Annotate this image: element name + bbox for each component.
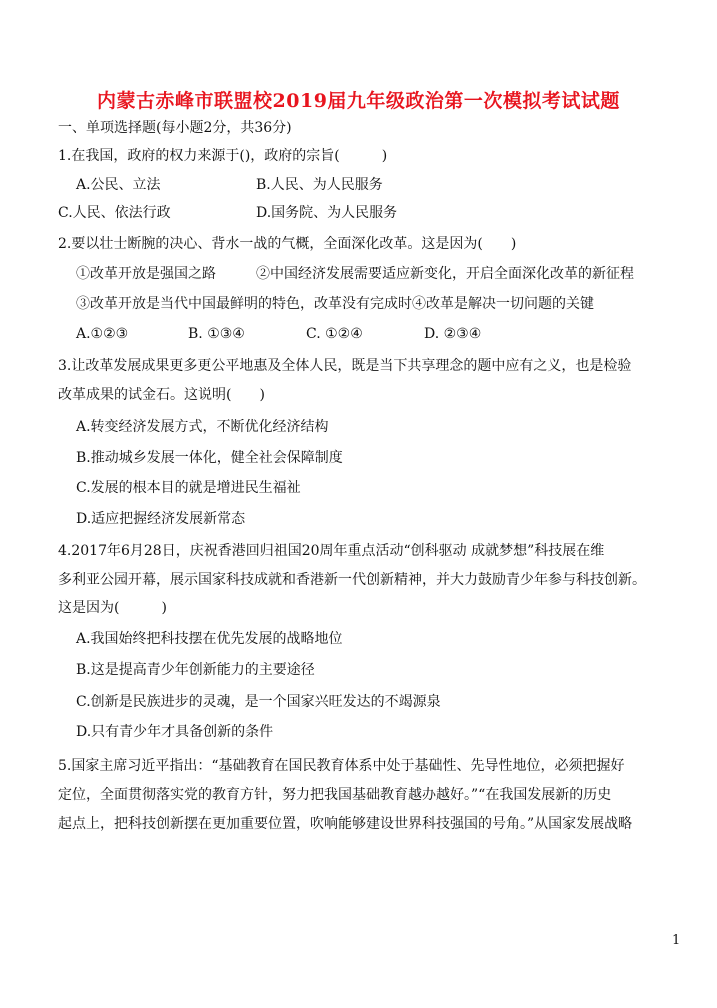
q2-statement-2: ②中国经济发展需要适应新变化，开启全面深化改革的新征程: [256, 266, 634, 282]
q2-statement-1: ①改革开放是强国之路: [76, 266, 216, 282]
q3-stem-line-1: 3.让改革发展成果更多更公平地惠及全体人民，既是当下共享理念的题中应有之义，也是检验: [58, 358, 632, 374]
q5-stem-line-2: 定位，全面贯彻落实党的教育方针，努力把我国基础教育越办越好。”“在我国发展新的历史: [58, 787, 612, 803]
q1-option-d: D.国务院、为人民服务: [256, 205, 398, 221]
q1-option-c: C.人民、依法行政: [58, 205, 171, 221]
q1-stem: 1.在我国，政府的权力来源于()，政府的宗旨( ): [58, 148, 388, 164]
q2-option-d: D. ②③④: [424, 326, 482, 342]
q2-option-a: A.①②③: [76, 326, 129, 342]
q3-option-b: B.推动城乡发展一体化，健全社会保障制度: [76, 450, 343, 466]
q2-option-c: C. ①②④: [306, 326, 363, 342]
q4-stem-line-1: 4.2017年6月28日，庆祝香港回归祖国20周年重点活动“创科驱动 成就梦想”科技展在维: [58, 543, 605, 559]
q4-stem-line-3: 这是因为( ): [58, 600, 167, 616]
q3-stem-line-2: 改革成果的试金石。这说明( ): [58, 387, 265, 403]
q4-option-c: C.创新是民族进步的灵魂，是一个国家兴旺发达的不竭源泉: [76, 694, 441, 710]
q4-option-a: A.我国始终把科技摆在优先发展的战略地位: [76, 631, 343, 647]
q4-stem-line-2: 多利亚公园开幕，展示国家科技成就和香港新一代创新精神，并大力鼓励青少年参与科技创新。: [58, 572, 646, 588]
q5-stem-line-1: 5.国家主席习近平指出：“基础教育在国民教育体系中处于基础性、先导性地位，必须把握好: [58, 758, 625, 774]
q4-option-d: D.只有青少年才具备创新的条件: [76, 724, 274, 740]
q1-option-a: A.公民、立法: [76, 177, 161, 193]
q3-option-c: C.发展的根本目的就是增进民生福祉: [76, 480, 301, 496]
page-number: 1: [672, 933, 681, 948]
q5-stem-line-3: 起点上，把科技创新摆在更加重要位置，吹响能够建设世界科技强国的号角。”从国家发展战略: [58, 816, 633, 832]
exam-title: 内蒙古赤峰市联盟校2019届九年级政治第一次模拟考试试题: [97, 90, 620, 112]
section-heading: 一、单项选择题(每小题2分，共36分): [58, 120, 292, 136]
q2-option-b: B. ①③④: [188, 326, 245, 342]
q2-statement-3: ③改革开放是当代中国最鲜明的特色，改革没有完成时④改革是解决一切问题的关键: [76, 296, 594, 312]
q2-stem: 2.要以壮士断腕的决心、背水一战的气概，全面深化改革。这是因为( ): [58, 236, 517, 252]
q1-option-b: B.人民、为人民服务: [256, 177, 383, 193]
q4-option-b: B.这是提高青少年创新能力的主要途径: [76, 662, 315, 678]
q3-option-d: D.适应把握经济发展新常态: [76, 511, 246, 527]
q3-option-a: A.转变经济发展方式，不断优化经济结构: [76, 419, 329, 435]
